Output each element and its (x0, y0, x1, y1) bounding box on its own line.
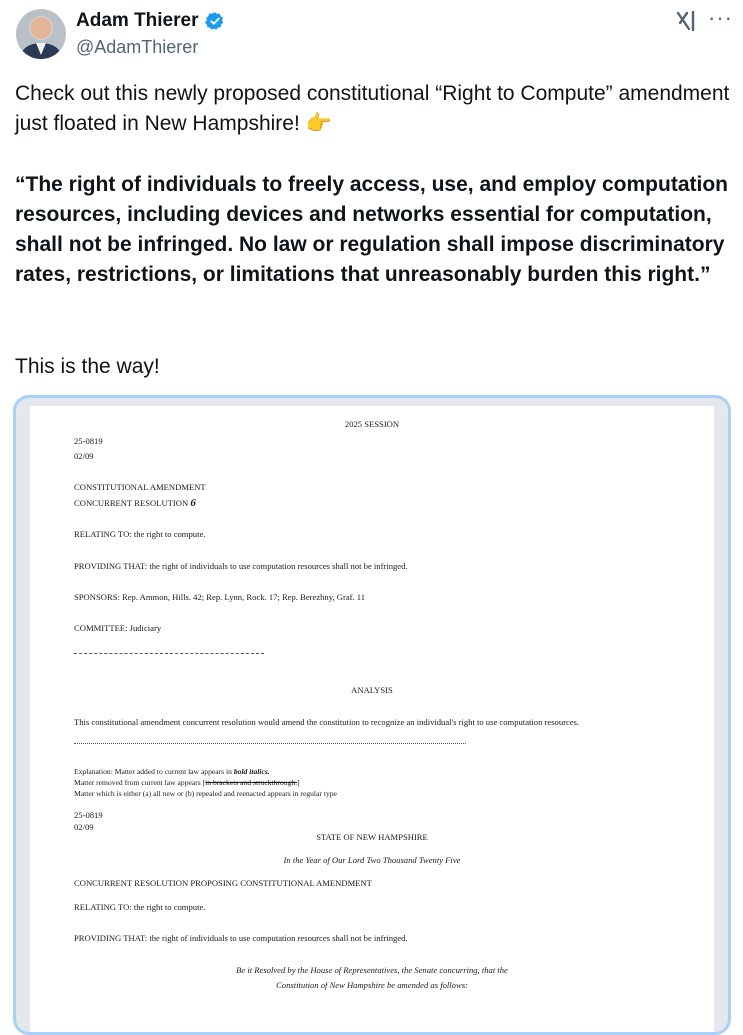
doc-proposing: CONCURRENT RESOLUTION PROPOSING CONSTITUTIONAL AMENDMENT (74, 878, 372, 888)
tweet-text-intro: Check out this newly proposed constitutional “Right to Compute” amendment just floated in New Hampshire! 👉 (15, 82, 730, 135)
doc-removed-prefix: Matter removed from current law appears [ (74, 778, 206, 787)
tweet-text-quote: “The right of individuals to freely access, use, and employ computation resources, including devices and networks essential for computation, shall not be infringed. No law or regulation shall impose discriminatory rates, restrictions, or limitations that unreasonably burden this right.” (15, 173, 728, 286)
tweet-media-image[interactable] (13, 395, 731, 1035)
doc-regular-type: Matter which is either (a) all new or (b) repealed and reenacted appears in regular type (74, 789, 337, 798)
doc-divider (74, 653, 264, 654)
doc-sponsors: SPONSORS: Rep. Ammon, Hills. 42; Rep. Lynn, Rock. 17; Rep. Berezhny, Graf. 11 (74, 592, 366, 602)
document-page (30, 406, 714, 1035)
grok-icon[interactable] (675, 9, 697, 33)
doc-removed-struck: in brackets and struckthrough. (205, 778, 298, 787)
doc-explanation (74, 766, 270, 777)
doc-explanation-bold: bold italics. (233, 767, 270, 776)
doc-type-line2 (74, 498, 196, 509)
doc-removed (74, 777, 300, 788)
doc-relating-to-2: RELATING TO: the right to compute. (74, 902, 206, 912)
more-icon[interactable]: ··· (708, 5, 733, 30)
doc-session: 2025 SESSION (344, 419, 400, 429)
doc-analysis-text: This constitutional amendment concurrent resolution would amend the constitution to recognize an individual's right to use computation resources. (74, 717, 580, 727)
doc-code: 25-0819 (74, 436, 103, 446)
doc-dotted-divider (74, 743, 466, 744)
doc-resolution-number: 6 (190, 497, 196, 509)
avatar[interactable] (16, 9, 66, 59)
doc-resolution-label: CONCURRENT RESOLUTION (74, 498, 189, 508)
doc-year-line: In the Year of Our Lord Two Thousand Twenty Five (283, 855, 461, 865)
doc-date: 02/09 (74, 451, 94, 461)
doc-providing-that: PROVIDING THAT: the right of individuals to use computation resources shall not be infringed. (74, 561, 408, 571)
doc-analysis-heading: ANALYSIS (351, 685, 393, 695)
doc-committee: COMMITTEE: Judiciary (74, 623, 162, 633)
doc-resolved-2: Constitution of New Hampshire be amended as follows: (276, 980, 468, 990)
author-name[interactable]: Adam Thierer (76, 10, 199, 31)
tweet-text-closing: This is the way! (15, 355, 160, 378)
doc-explanation-prefix: Explanation: Matter added to current law appears in (74, 767, 234, 776)
doc-resolved-1: Be it Resolved by the House of Representatives, the Senate concurring, that the (236, 965, 508, 975)
verified-badge-icon[interactable] (205, 11, 225, 31)
doc-removed-suffix: ] (297, 778, 300, 787)
doc-providing-that-2: PROVIDING THAT: the right of individuals to use computation resources shall not be infringed. (74, 933, 408, 943)
doc-relating-to: RELATING TO: the right to compute. (74, 529, 206, 539)
doc-code-2: 25-0819 (74, 810, 103, 820)
doc-type-line1: CONSTITUTIONAL AMENDMENT (74, 482, 206, 492)
doc-state: STATE OF NEW HAMPSHIRE (316, 832, 428, 842)
author-handle[interactable]: @AdamThierer (76, 37, 199, 57)
doc-date-2: 02/09 (74, 822, 94, 832)
